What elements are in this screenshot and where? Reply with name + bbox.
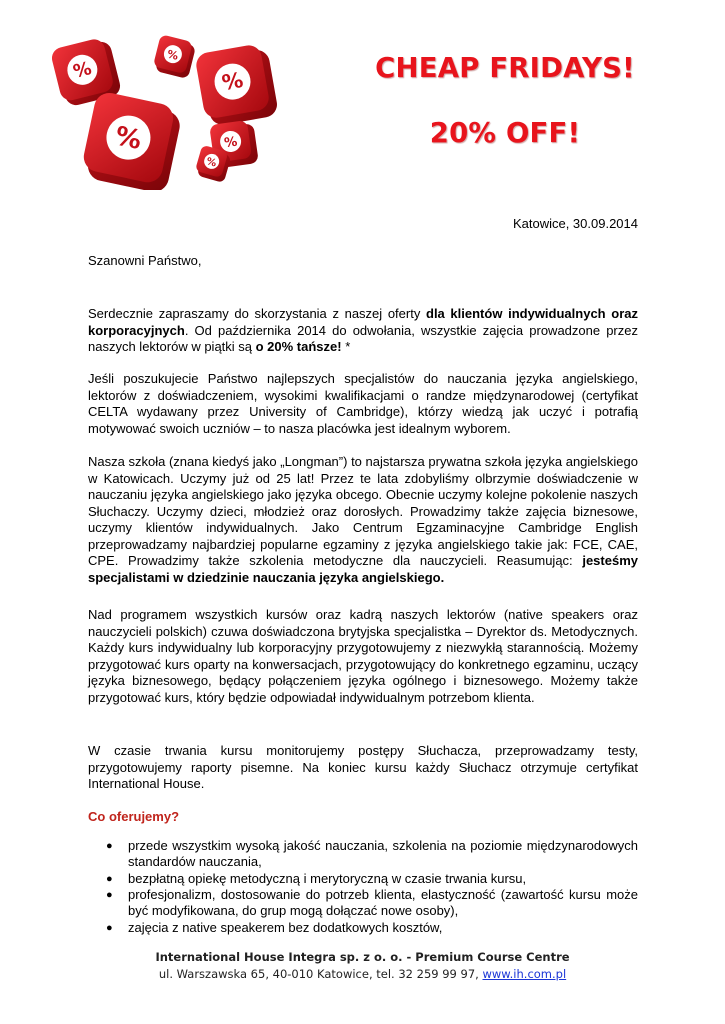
offer-heading: Co oferujemy? [88,809,180,824]
p1-bold-clients: dla klientów indywidualnych oraz korporacyjnych [88,306,638,338]
place-date: Katowice, 30.09.2014 [512,216,638,231]
die-5-label: % [223,134,239,152]
die-4 [79,90,183,190]
salutation: Szanowni Państwo, [88,253,202,268]
p3-bold-summary: jesteśmy specjalistami w dziedzinie nauczania języka angielskiego. [88,553,638,585]
bullet-icon: ● [106,840,113,852]
list-item [88,838,638,870]
footer-address-text: ul. Warszawska 65, 40-010 Katowice, tel. 32 259 99 97, [158,967,483,981]
paragraph-specialists: Jeśli poszukujecie Państwo najlepszych specjalistów do nauczania języka angielskiego, lektorów z doświadczeniem, wysokimi kwalifikacjami o randze międzynarodowej (certyfikat CELTA wydawany przez University of Cambridge), którzy wiedzą jak uczyć i potrafią motywować swoich uczniów – to nasza placówka jest idealnym wyborem. [88,371,638,436]
list-item [88,920,638,936]
p3-text-a: Nasza szkoła (znana kiedyś jako „Longman”) to najstarsza prywatna szkoła języka angielskiego w Katowicach. Uczymy już od 25 lat! Przez te lata zdobyliśmy olbrzymie doświadczenie w nauczaniu języka angielskiego jako języka obcego. Obecnie uczymy kolejne pokolenie naszych Słuchaczy. Uczymy dzieci, młodzież oraz dorosłych. Prowadzimy także zajęcia biznesowe, uczymy klientów indywidualnych. Jako Centrum Egzaminacyjne Cambridge English przeprowadzamy najbardziej popularne egzaminy z języka angielskiego takie jak: FCE, CAE, CPE. Prowadzimy także szkolenia metodyczne dla nauczycieli. Reasumując: [88,454,638,568]
die-6-label: % [204,156,218,170]
website-link[interactable]: www.ih.com.pl [482,967,567,981]
paragraph-programme: Nad programem wszystkich kursów oraz kadrą naszych lektorów (native speakers oraz nauczycieli polskich) czuwa doświadczona brytyjska specjalistka – Dyrektor ds. Metodycznych. Każdy kurs indywidualny lub korporacyjny przygotowujemy z niezwykłą starannością. Możemy przygotować kurs oparty na konwersacjach, przygotowujący do konkretnego egzaminu, uczący języka biznesowego, będący połączeniem języka ogólnego i biznesowego. Możemy także przygotować kurs, który będzie odpowiadał indywidualnym potrzebom klienta. [88,607,638,705]
list-item [88,871,638,887]
percent-dice-illustration [52,30,314,190]
die-4-label: % [112,121,145,156]
die-2-label: % [165,47,180,63]
bullet-icon: ● [106,872,113,885]
bullet-icon: ● [106,921,113,934]
footer-address [0,967,725,981]
paragraph-monitoring: W czasie trwania kursu monitorujemy postępy Słuchacza, przeprowadzamy testy, przygotowujemy raporty pisemne. Na koniec kursu każdy Słuchacz otrzymuje certyfikat International House. [88,743,638,791]
paragraph-offer [88,306,638,356]
p1-asterisk: * [341,339,351,354]
p1-text-c: . Od października 2014 do odwołania, wszystkie zajęcia prowadzone przez naszych lektorów w piątki są [88,322,638,354]
list-item-text: profesjonalizm, dostosowanie do potrzeb klienta, elastyczność (zawartość kursu może być modyfikowana, do grup mogą dołączać nowe osoby), [128,887,638,918]
list-item-text: przede wszystkim wysoką jakość nauczania, szkolenia na poziomie międzynarodowych standardów nauczania, [128,838,638,869]
list-item-text: zajęcia z native speakerem bez dodatkowych kosztów, [128,919,443,935]
list-item-text: bezpłatną opiekę metodyczną i merytoryczną w czasie trwania kursu, [128,870,527,886]
die-3 [194,42,279,128]
headline-cheap-fridays: CHEAP FRIDAYS! [375,52,635,84]
paragraph-school-history [88,454,638,586]
headline-discount: 20% OFF! [429,117,581,149]
die-1-label: % [71,57,94,83]
footer-company: International House Integra sp. z o. o. - Premium Course Centre [155,950,570,964]
die-2 [152,34,197,79]
offer-list [88,838,638,936]
p1-text-a: Serdecznie zapraszamy do skorzystania z naszej oferty [88,306,426,321]
list-item [88,887,638,919]
bullet-icon: ● [106,889,113,901]
die-3-label: % [220,67,245,96]
p1-bold-discount: o 20% tańsze! [255,339,342,354]
